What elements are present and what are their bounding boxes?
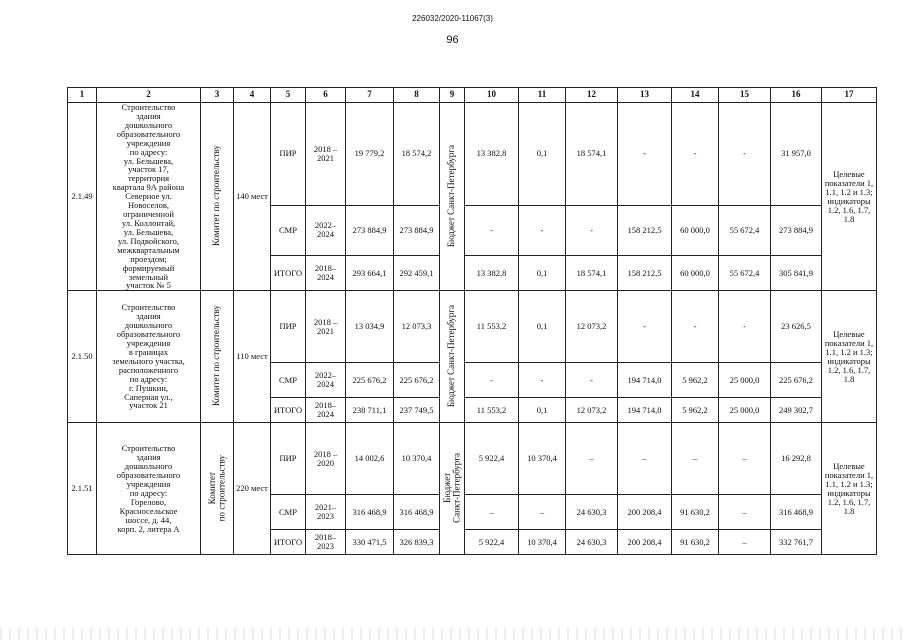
target-indicators: Целевые показатели 1, 1.1, 1.2 и 1.3; индикаторы 1.2, 1.6, 1.7, 1.8 [822,291,877,423]
column-header-17: 17 [822,88,877,103]
funding-source-text: Бюджет Санкт-Петербурга [446,304,457,407]
funding-source-text: Бюджет Санкт-Петербурга [446,144,457,247]
value-c10: 5 922,4 [465,423,519,495]
column-header-2: 2 [97,88,201,103]
period: 2018–2024 [306,398,346,423]
cost-remaining: 10 370,4 [394,423,440,495]
object-name-line: участок 17, [128,164,169,175]
object-name-line: межквартальным [117,244,180,255]
value-c16: 305 841,9 [771,255,822,291]
target-indicators: Целевые показатели 1, 1.1, 1.2 и 1.3; индикаторы 1.2, 1.6, 1.7, 1.8 [822,423,877,555]
object-name-line: образовательного [116,329,181,340]
cost-estimate: 293 664,1 [346,255,394,291]
cost-estimate: 330 471,5 [346,530,394,555]
value-c11: 0,1 [519,291,566,363]
value-c14: 60 000,0 [672,205,719,255]
period: 2021–2023 [306,495,346,530]
cost-remaining: 12 073,3 [394,291,440,363]
value-c12: 24 630,3 [566,530,618,555]
cost-estimate: 14 002,6 [346,423,394,495]
column-header-12: 12 [566,88,618,103]
table-row [68,291,877,363]
table-row [68,103,877,206]
object-name-line: участок 21 [129,400,168,411]
cost-estimate: 316 468,9 [346,495,394,530]
object-name [97,423,201,555]
value-c16: 31 957,0 [771,103,822,206]
target-indicators: Целевые показатели 1, 1.1, 1.2 и 1.3; индикаторы 1.2, 1.6, 1.7, 1.8 [822,103,877,291]
value-c14: 5 962,2 [672,363,719,398]
value-c10: – [465,495,519,530]
period: 2018–2024 [306,255,346,291]
object-name-line: здания [136,311,161,322]
column-header-11: 11 [519,88,566,103]
cost-remaining: 18 574,2 [394,103,440,206]
column-header-6: 6 [306,88,346,103]
cost-estimate: 19 779,2 [346,103,394,206]
value-c15: – [719,495,771,530]
object-name-line: дошкольного [124,320,173,331]
value-c13: - [618,291,672,363]
object-name-line: ул. Бельшева, [123,155,174,166]
value-c15: – [719,530,771,555]
value-c13: - [618,103,672,206]
value-c15: 25 000,0 [719,398,771,423]
object-name-line: образовательного [116,470,181,481]
object-name [97,103,201,291]
column-header-16: 16 [771,88,822,103]
cost-estimate: 273 884,9 [346,205,394,255]
row-number: 2.1.50 [68,291,97,423]
period: 2018 – 2021 [306,103,346,206]
period: 2022–2024 [306,205,346,255]
capacity: 220 мест [234,423,271,555]
value-c10: - [465,205,519,255]
value-c11: – [519,495,566,530]
object-name-line: по адресу: [129,146,168,157]
work-type: ПИР [271,291,306,363]
value-c15: - [719,103,771,206]
object-name-line: земельного участка, [112,355,185,366]
object-name-line: в границах [128,346,169,357]
value-c13: 200 208,4 [618,495,672,530]
document-id: 226032/2020-11067(3) [412,14,493,23]
value-c16: 23 626,5 [771,291,822,363]
object-name-line: формируемый [122,262,175,273]
value-c11: 0,1 [519,103,566,206]
column-header-7: 7 [346,88,394,103]
cost-estimate: 225 676,2 [346,363,394,398]
value-c14: - [672,291,719,363]
executor [201,423,234,555]
column-header-14: 14 [672,88,719,103]
object-name-line: учреждения [126,338,171,349]
value-c15: – [719,423,771,495]
value-c16: 249 302,7 [771,398,822,423]
object-name-line: здания [136,452,161,463]
object-name-line: Строительство [121,443,176,454]
object-name-line: корп. 2, литера А [117,523,180,534]
funding-source [440,291,465,423]
value-c14: 91 630,2 [672,530,719,555]
executor-line: по строительству [216,454,226,522]
cost-remaining: 237 749,5 [394,398,440,423]
value-c14: - [672,103,719,206]
object-name-line: Строительство [121,302,176,313]
object-name-line: здания [136,110,161,121]
period: 2022–2024 [306,363,346,398]
value-c10: 13 382,8 [465,255,519,291]
value-c14: 5 962,2 [672,398,719,423]
object-name-line: по адресу: [129,487,168,498]
value-c12: - [566,363,618,398]
value-c14: – [672,423,719,495]
value-c12: – [566,423,618,495]
funding-source-line: Санкт-Петербурга [451,452,461,523]
funding-source-text [443,453,462,523]
value-c15: 55 672,4 [719,205,771,255]
executor [201,103,234,291]
value-c16: 16 292,8 [771,423,822,495]
scan-noise [0,628,905,640]
value-c11: - [519,363,566,398]
value-c16: 273 884,9 [771,205,822,255]
object-name-line: ул. Подвойского, [118,235,179,246]
object-name-line: Саперная ул., [124,391,173,402]
value-c12: 12 073,2 [566,291,618,363]
cost-remaining: 273 884,9 [394,205,440,255]
cost-remaining: 326 839,3 [394,530,440,555]
value-c11: 10 370,4 [519,423,566,495]
period: 2018–2023 [306,530,346,555]
cost-remaining: 316 468,9 [394,495,440,530]
object-name-line: дошкольного [124,461,173,472]
object-name [97,291,201,423]
object-name-line: проездом; [130,253,167,264]
object-name-line: учреждения [126,478,171,489]
value-c13: 194 714,0 [618,363,672,398]
object-name-line: Красносельское [119,505,178,516]
value-c15: 55 672,4 [719,255,771,291]
value-c12: 12 073,2 [566,398,618,423]
object-name-line: дошкольного [124,119,173,130]
executor-text: Комитет по строительству [211,305,222,407]
object-name-line: ул. Коллонтай, [121,217,176,228]
column-header-1: 1 [68,88,97,103]
capacity: 110 мест [234,291,271,423]
object-name-line: образовательного [116,128,181,139]
object-name-line: учреждения [126,137,171,148]
value-c10: 13 382,8 [465,103,519,206]
funding-source [440,103,465,291]
column-header-8: 8 [394,88,440,103]
value-c16: 225 676,2 [771,363,822,398]
value-c13: 158 212,5 [618,205,672,255]
object-name-line: ограниченной [123,209,174,220]
object-name-line: земельный [128,271,169,282]
value-c13: 158 212,5 [618,255,672,291]
value-c14: 91 630,2 [672,495,719,530]
work-type: ИТОГО [271,255,306,291]
capacity: 140 мест [234,103,271,291]
work-type: ПИР [271,423,306,495]
value-c11: - [519,205,566,255]
value-c12: - [566,205,618,255]
object-name-line: Строительство [121,102,176,112]
value-c10: - [465,363,519,398]
object-name-line: Горелово, [130,496,167,507]
cost-estimate: 13 034,9 [346,291,394,363]
value-c15: 25 000,0 [719,363,771,398]
value-c12: 24 630,3 [566,495,618,530]
work-type: ПИР [271,103,306,206]
column-header-9: 9 [440,88,465,103]
object-name-line: участок № 5 [126,280,171,291]
column-header-15: 15 [719,88,771,103]
value-c11: 10 370,4 [519,530,566,555]
page-number: 96 [446,34,459,46]
executor-text: Комитет по строительству [211,145,222,247]
value-c12: 18 574,1 [566,103,618,206]
header-row [68,88,877,103]
table-row [68,423,877,495]
value-c11: 0,1 [519,255,566,291]
work-type: ИТОГО [271,398,306,423]
program-table [67,87,877,555]
column-header-5: 5 [271,88,306,103]
column-header-4: 4 [234,88,271,103]
object-name-line: квартала 9А района [112,182,185,193]
value-c16: 332 761,7 [771,530,822,555]
column-header-10: 10 [465,88,519,103]
object-name-line: г. Пушкин, [128,382,169,393]
object-name-line: по адресу: [129,373,168,384]
period: 2018 – 2020 [306,423,346,495]
value-c16: 316 468,9 [771,495,822,530]
row-number: 2.1.51 [68,423,97,555]
object-name-line: территория [127,173,170,184]
executor [201,291,234,423]
value-c13: 194 714,0 [618,398,672,423]
work-type: СМР [271,205,306,255]
value-c14: 60 000,0 [672,255,719,291]
work-type: ИТОГО [271,530,306,555]
object-name-line: шоссе, д. 44, [125,514,172,525]
value-c10: 11 553,2 [465,398,519,423]
executor-text [208,455,227,521]
cost-estimate: 238 711,1 [346,398,394,423]
object-name-line: расположенного [118,364,179,375]
object-name-line: ул. Бельшева, [123,226,174,237]
cost-remaining: 225 676,2 [394,363,440,398]
funding-source [440,423,465,555]
value-c11: 0,1 [519,398,566,423]
value-c12: 18 574,1 [566,255,618,291]
period: 2018 – 2021 [306,291,346,363]
value-c10: 5 922,4 [465,530,519,555]
value-c13: 200 208,4 [618,530,672,555]
column-header-3: 3 [201,88,234,103]
cost-remaining: 292 459,1 [394,255,440,291]
funding-source-line: Бюджет [441,472,452,503]
value-c10: 11 553,2 [465,291,519,363]
value-c15: - [719,291,771,363]
object-name-line: Новоселов, [127,200,170,211]
row-number: 2.1.49 [68,103,97,291]
executor-line: Комитет [206,471,217,505]
value-c13: – [618,423,672,495]
work-type: СМР [271,363,306,398]
object-name-line: Северное ул. [125,191,172,202]
column-header-13: 13 [618,88,672,103]
work-type: СМР [271,495,306,530]
